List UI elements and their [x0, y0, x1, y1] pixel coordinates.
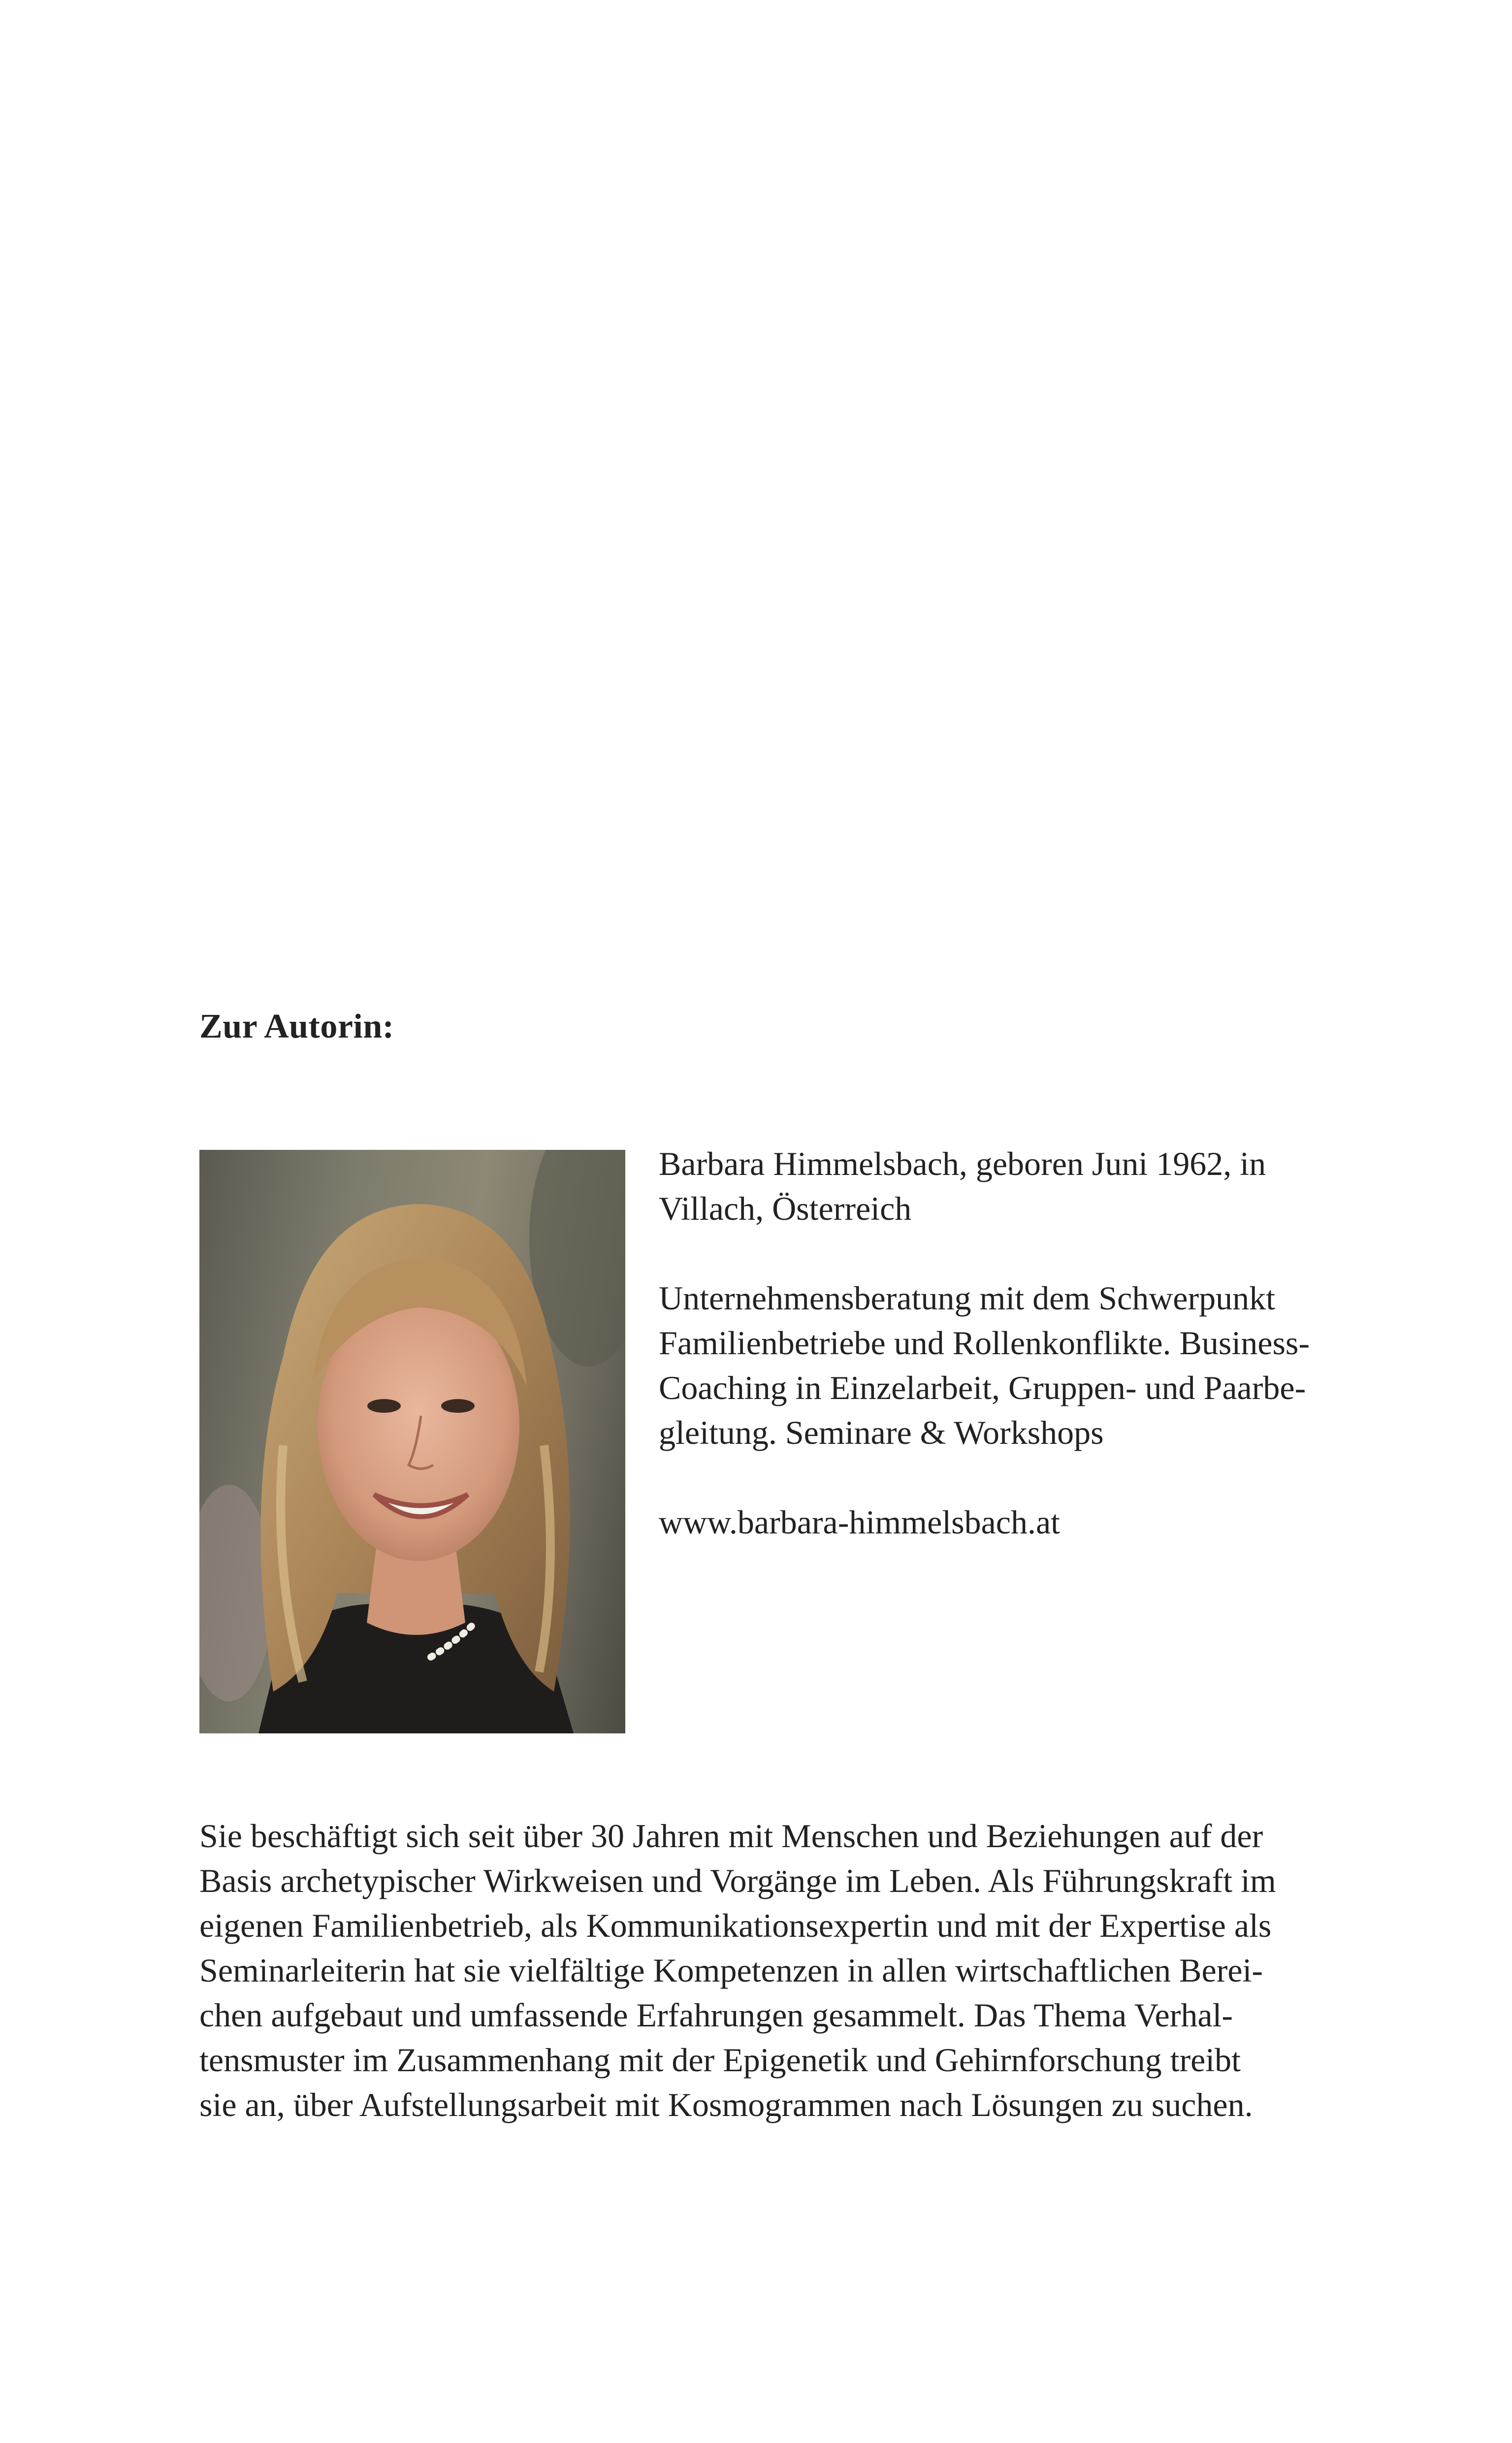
birth-line: Barbara Himmelsbach, geboren Juni 1962, in — [659, 1145, 1266, 1182]
work-line: Coaching in Einzelarbeit, Gruppen- und Paarbe- — [659, 1369, 1306, 1406]
section-heading: Zur Autorin: — [199, 1008, 394, 1045]
birth-place-line: Villach, Österreich — [659, 1190, 912, 1227]
body-line: Basis archetypischer Wirkweisen und Vorgänge im Leben. Als Führungskraft im — [199, 1862, 1276, 1899]
author-photo — [199, 1150, 625, 1733]
author-portrait-image — [199, 1150, 625, 1733]
author-bio — [659, 1141, 1373, 1545]
author-description — [199, 1814, 1332, 2127]
body-line: Sie beschäftigt sich seit über 30 Jahren mit Menschen und Beziehungen auf der — [199, 1817, 1263, 1855]
body-line: tensmuster im Zusammenhang mit der Epigenetik und Gehirnforschung treibt — [199, 2041, 1241, 2079]
body-line: chen aufgebaut und umfassende Erfahrungen gesammelt. Das Thema Verhal- — [199, 1996, 1233, 2034]
body-line: Seminarleiterin hat sie vielfältige Kompetenzen in allen wirtschaftlichen Berei- — [199, 1952, 1263, 1989]
work-line: Unternehmensberatung mit dem Schwerpunkt — [659, 1279, 1276, 1317]
body-line: sie an, über Aufstellungsarbeit mit Kosmogrammen nach Lösungen zu suchen. — [199, 2086, 1253, 2123]
website-link[interactable]: www.barbara-himmelsbach.at — [659, 1503, 1061, 1541]
work-line: gleitung. Seminare & Workshops — [659, 1414, 1104, 1451]
work-line: Familienbetriebe und Rollenkonflikte. Business- — [659, 1324, 1310, 1362]
body-line: eigenen Familienbetrieb, als Kommunikationsexpertin und mit der Expertise als — [199, 1907, 1272, 1944]
